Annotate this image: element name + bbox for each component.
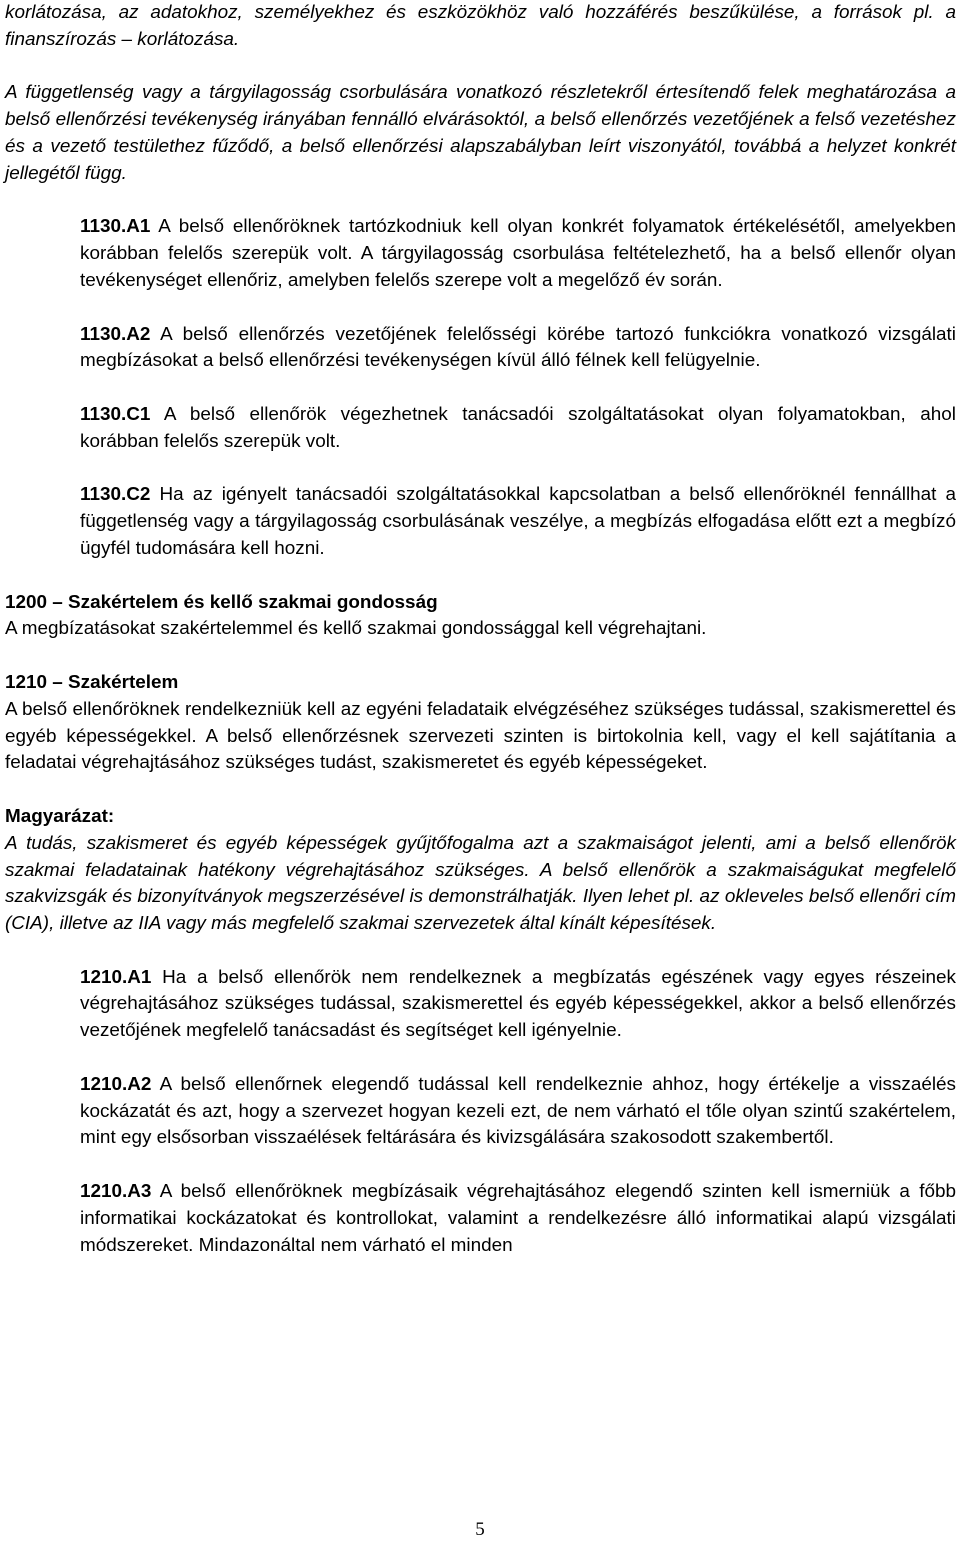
standard-text: A belső ellenőrnek elegendő tudással kell rendelkeznie ahhoz, hogy értékelje a visszaélés kockázatát és azt, hogy a szervezet hogyan kezeli ezt, de nem várható el tőle olyan szintű szakértelem, mint egy elsősorban visszaélések feltárására és kivizsgálására szakosodott szakembertől.	[80, 1073, 956, 1149]
intro-continuation: korlátozása, az adatokhoz, személyekhez és eszközökhöz való hozzáférés beszűkülése, a források pl. a finanszírozás – korlátozása.	[5, 2, 956, 50]
document-page	[5, 0, 956, 1259]
section-heading-1210: 1210 – Szakértelem	[5, 671, 179, 693]
standard-code: 1210.A2	[80, 1073, 152, 1095]
standard-code: 1210.A1	[80, 966, 152, 988]
standard-code: 1130.C1	[80, 403, 151, 425]
standard-1210-a2	[80, 1072, 956, 1152]
standard-text: A belső ellenőrzés vezetőjének felelősségi körébe tartozó funkciókra vonatkozó vizsgálati megbízásokat a belső ellenőrzési tevékenységen kívül álló félnek kell felügyelnie.	[80, 323, 956, 372]
standard-code: 1130.C2	[80, 484, 151, 506]
standard-text: A belső ellenőrök végezhetnek tanácsadói szolgáltatásokat olyan folyamatokban, ahol korábban felelős szerepük volt.	[80, 403, 956, 452]
page-number: 5	[475, 1519, 485, 1540]
section-heading-1200: 1200 – Szakértelem és kellő szakmai gondosság	[5, 591, 438, 613]
standard-1130-a1	[80, 214, 956, 294]
explanation-body: A tudás, szakismeret és egyéb képességek gyűjtőfogalma azt a szakmaiságot jelenti, ami a belső ellenőrök szakmai feladatainak hatékony végrehajtásához szükséges. A belső ellenőrök a szakmaiságukat megfelelő szakvizsgák és bizonyítványok megszerzésével is demonstrálhatják. Ilyen lehet pl. az okleveles belső ellenőri cím (CIA), illetve az IIA vagy más megfelelő szakmai szervezetek által kínált képesítések.	[5, 832, 956, 935]
standard-1130-c1	[80, 402, 956, 456]
standard-text: Ha a belső ellenőrök nem rendelkeznek a megbízatás egészének vagy egyes részeinek végrehajtásához szükséges tudással, szakismerettel és egyéb képességekkel, akkor a belső ellenőrzés vezetőjének megfelelő tanácsadást és segítséget kell igényelnie.	[80, 966, 956, 1042]
standard-text: Ha az igényelt tanácsadói szolgáltatásokkal kapcsolatban a belső ellenőröknél fennállhat a függetlenség vagy a tárgyilagosság csorbulásának veszélye, a megbízás elfogadása előtt ezt a megbízó ügyfél tudomására kell hozni.	[80, 484, 956, 559]
standard-1210-a1	[80, 965, 956, 1045]
standard-code: 1130.A1	[80, 216, 151, 238]
explanation-heading: Magyarázat:	[5, 805, 115, 827]
standard-text: A belső ellenőröknek tartózkodniuk kell olyan konkrét folyamatok értékelésétől, amelyekben korábban felelős szerepük volt. A tárgyilagosság csorbulása feltételezhető, ha a belső ellenőr olyan tevékenységet ellenőriz, amelyben felelős szerepe volt a megelőző év során.	[80, 216, 956, 291]
standard-1130-c2	[80, 482, 956, 562]
section-body-1200: A megbízatásokat szakértelemmel és kellő szakmai gondossággal kell végrehajtani.	[5, 618, 707, 640]
standard-code: 1210.A3	[80, 1181, 152, 1203]
standard-code: 1130.A2	[80, 323, 151, 345]
intro-paragraph: A függetlenség vagy a tárgyilagosság csorbulására vonatkozó részletekről értesítendő felek meghatározása a belső ellenőrzési tevékenység irányában fennálló elvárásoktól, a belső ellenőrzés vezetőjének a felső vezetéshez és a vezető testülethez fűződő, a belső ellenőrzési alapszabályban leírt viszonyától, továbbá a helyzet konkrét jellegétől függ.	[5, 82, 956, 184]
standard-1210-a3	[80, 1179, 956, 1259]
section-body-1210: A belső ellenőröknek rendelkezniük kell az egyéni feladataik elvégzéséhez szükséges tudással, szakismerettel és egyéb képességekkel. A belső ellenőrzésnek szervezeti szinten is birtokolnia kell, vagy el kell sajátítania a feladatai végrehajtásához szükséges tudást, szakismeretet és egyéb képességeket.	[5, 698, 956, 774]
standard-1130-a2	[80, 322, 956, 376]
standard-text: A belső ellenőröknek megbízásaik végrehajtásához elegendő szinten kell ismerniük a főbb informatikai kockázatokat és kontrollokat, valamint a rendelkezésre álló informatikai alapú vizsgálati módszereket. Mindazonáltal nem várható el minden	[80, 1181, 956, 1256]
